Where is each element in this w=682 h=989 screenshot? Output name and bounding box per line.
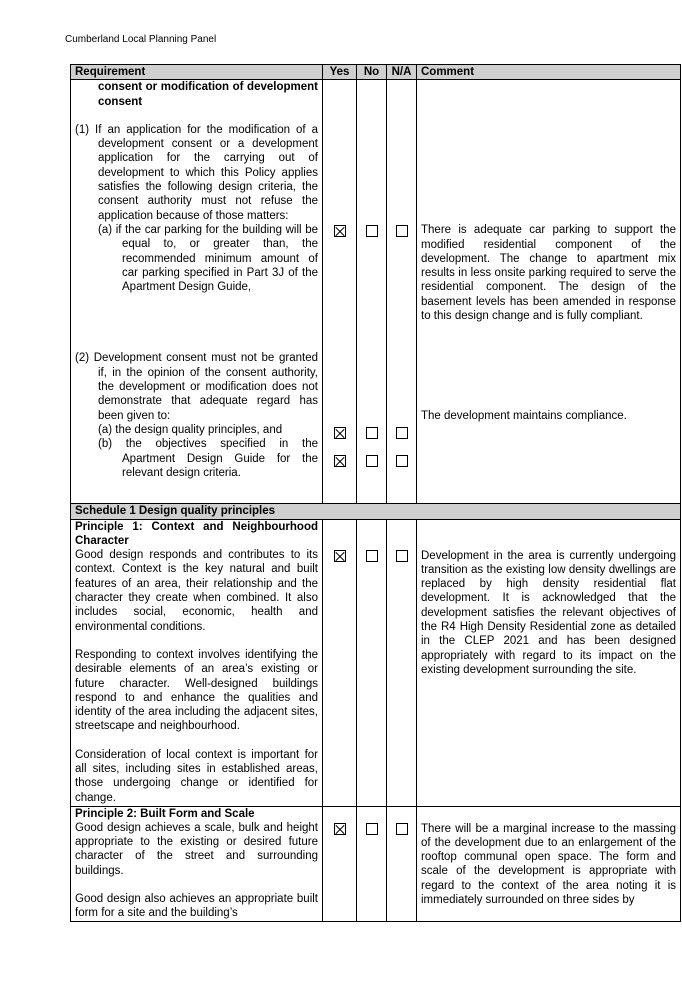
checkbox-no-p1[interactable] bbox=[366, 550, 378, 562]
requirement-cell bbox=[71, 519, 323, 806]
checkbox-na-2a[interactable] bbox=[396, 427, 408, 439]
comment-1: There is adequate car parking to support the modified residential component of the development. The change to apartment mix results in less onsite parking required to serve the residential component. The design of the basement levels has been amended in response to this design change and is fully compliant. bbox=[421, 224, 676, 323]
clause-2b: (b) the objectives specified in the Apartment Design Guide for the relevant design criteria. bbox=[98, 438, 318, 479]
row-title: consent or modification of development consent bbox=[98, 81, 318, 108]
checkbox-na-p1[interactable] bbox=[396, 550, 408, 562]
yes-cell bbox=[323, 806, 357, 921]
table-row bbox=[71, 519, 681, 806]
na-cell bbox=[387, 519, 417, 806]
principle-1-title: Principle 1: Context and Neighbourhood Character bbox=[75, 520, 318, 547]
principle-2-comment: There will be a marginal increase to the massing of the development due to an enlargement of the rooftop communal open space. The form and scale of the development is appropriate with regard to the context of the area noting it is immediately surrounded on three sides by bbox=[421, 822, 676, 907]
na-cell bbox=[387, 80, 417, 504]
principle-2-para-1: Good design achieves a scale, bulk and height appropriate to the existing or desired future character of the street and surrounding buildings. bbox=[75, 821, 318, 877]
clause-1: (1) If an application for the modification of a development consent or a development application for the carrying out of development to which this Policy applies satisfies the following design criteria, the consent authority must not refuse the application because of those matters: bbox=[75, 123, 318, 222]
table-header-row bbox=[71, 65, 681, 80]
comment-cell bbox=[417, 519, 681, 806]
clause-2: (2) Development consent must not be granted if, in the opinion of the consent authority, the development or modification does not demonstrate that adequate regard has been given to: bbox=[75, 352, 318, 422]
no-cell bbox=[357, 80, 387, 504]
principle-2-title: Principle 2: Built Form and Scale bbox=[75, 807, 255, 820]
checkbox-na-2b[interactable] bbox=[396, 455, 408, 467]
principle-1-para-1: Good design responds and contributes to its context. Context is the key natural and built features of an area, their relationship and the character they create when combined. It also includes social, economic, health and environmental conditions. bbox=[75, 549, 318, 633]
page-header: Cumberland Local Planning Panel bbox=[65, 34, 217, 45]
na-cell bbox=[387, 806, 417, 921]
principle-1-para-3: Consideration of local context is important for all sites, including sites in established areas, those undergoing change or identified for change. bbox=[75, 748, 318, 804]
comment-cell bbox=[417, 80, 681, 504]
comment-2: The development maintains compliance. bbox=[421, 410, 627, 423]
principle-2-para-2: Good design also achieves an appropriate built form for a site and the building’s bbox=[75, 893, 318, 920]
checkbox-no-1a[interactable] bbox=[366, 225, 378, 237]
header-comment: Comment bbox=[417, 65, 681, 80]
no-cell bbox=[357, 806, 387, 921]
header-requirement: Requirement bbox=[71, 65, 323, 80]
table-row bbox=[71, 806, 681, 921]
header-yes: Yes bbox=[323, 65, 357, 80]
checkbox-no-2b[interactable] bbox=[366, 455, 378, 467]
principle-1-para-2: Responding to context involves identifying the desirable elements of an area’s existing or future character. Well-designed buildings respond to and enhance the qualities and identity of the area including the adjacent sites, streetscape and neighbourhood. bbox=[75, 648, 318, 733]
yes-cell bbox=[323, 80, 357, 504]
section-title: Schedule 1 Design quality principles bbox=[71, 504, 681, 519]
requirement-cell bbox=[71, 80, 323, 504]
checkbox-yes-2b[interactable] bbox=[334, 455, 346, 467]
checkbox-no-p2[interactable] bbox=[366, 823, 378, 835]
checkbox-yes-1a[interactable] bbox=[334, 225, 346, 237]
clause-2a: (a) the design quality principles, and bbox=[98, 423, 283, 436]
checkbox-na-p2[interactable] bbox=[396, 823, 408, 835]
checkbox-no-2a[interactable] bbox=[366, 427, 378, 439]
no-cell bbox=[357, 519, 387, 806]
requirement-cell bbox=[71, 806, 323, 921]
table-row bbox=[71, 80, 681, 504]
yes-cell bbox=[323, 519, 357, 806]
comment-cell bbox=[417, 806, 681, 921]
checkbox-yes-p2[interactable] bbox=[334, 823, 346, 835]
checkbox-yes-p1[interactable] bbox=[334, 550, 346, 562]
requirements-table bbox=[70, 64, 681, 922]
checkbox-yes-2a[interactable] bbox=[334, 427, 346, 439]
clause-1a: (a) if the car parking for the building will be equal to, or greater than, the recommended minimum amount of car parking specified in Part 3J of the Apartment Design Guide, bbox=[98, 223, 318, 294]
header-no: No bbox=[357, 65, 387, 80]
principle-1-comment: Development in the area is currently undergoing transition as the existing low density dwellings are replaced by high density residential flat development. It is acknowledged that the development satisfies the relevant objectives of the R4 High Density Residential zone as detailed in the CLEP 2021 and has been designed appropriately with regard to its impact on the existing development surrounding the site. bbox=[421, 549, 676, 676]
section-row bbox=[71, 504, 681, 519]
checkbox-na-1a[interactable] bbox=[396, 225, 408, 237]
header-na: N/A bbox=[387, 65, 417, 80]
